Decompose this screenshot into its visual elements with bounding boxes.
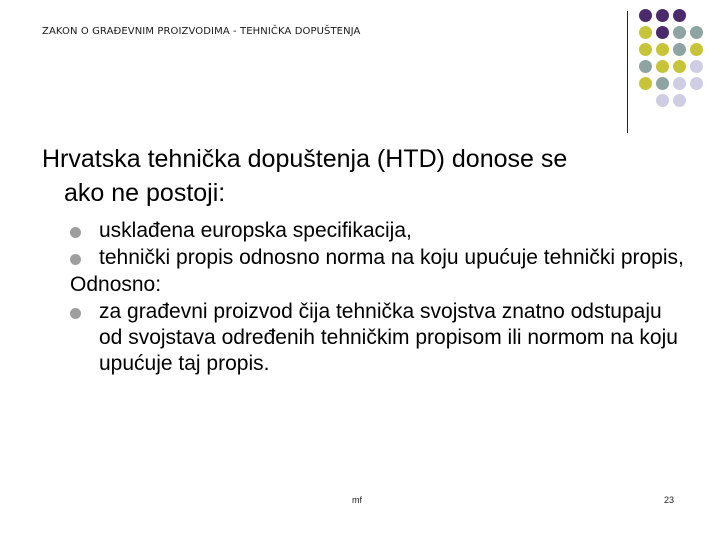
bullet-item <box>70 299 690 377</box>
bullet-item <box>70 218 690 244</box>
bullet-text: usklađena europska specifikacija, <box>99 219 412 242</box>
title-line-1: Hrvatska tehnička dopuštenja (HTD) donose se <box>42 145 568 173</box>
slide-content <box>70 218 690 378</box>
bullet-text: tehnički propis odnosno norma na koju upućuje tehnički propis, <box>99 246 684 269</box>
decorative-dot <box>673 26 686 39</box>
decorative-dot <box>656 9 669 22</box>
decorative-dot <box>656 26 669 39</box>
bullet-item <box>70 245 690 271</box>
decorative-dot <box>673 43 686 56</box>
decorative-dot-grid <box>639 9 709 119</box>
footer-author: mf <box>352 495 362 505</box>
slide-header: ZAKON O GRAĐEVNIM PROIZVODIMA - TEHNIČKA DOPUŠTENJA <box>42 26 361 37</box>
decorative-dot <box>639 60 652 73</box>
title-line-2: ako ne postoji: <box>64 179 226 207</box>
bullet-icon <box>70 227 81 238</box>
decorative-dot <box>690 77 703 90</box>
decorative-dot <box>673 77 686 90</box>
decorative-dot <box>673 94 686 107</box>
decorative-dot <box>639 77 652 90</box>
slide-title <box>42 142 682 210</box>
decorative-dot <box>690 60 703 73</box>
decorative-dot <box>656 94 669 107</box>
decorative-dot <box>673 9 686 22</box>
decorative-dot <box>639 26 652 39</box>
decorative-dot <box>656 60 669 73</box>
bullet-icon <box>70 308 81 319</box>
decorative-dot <box>656 43 669 56</box>
divider-line <box>627 11 628 133</box>
bullet-icon <box>70 254 81 265</box>
decorative-dot <box>673 60 686 73</box>
decorative-dot <box>639 43 652 56</box>
decorative-dot <box>639 9 652 22</box>
decorative-dot <box>690 26 703 39</box>
decorative-dot <box>690 43 703 56</box>
plain-text: Odnosno: <box>70 273 162 296</box>
decorative-dot <box>656 77 669 90</box>
bullet-text: za građevni proizvod čija tehnička svojstva znatno odstupaju od svojstava određenih tehničkim propisom ili normom na koju upućuje taj propis. <box>99 300 678 375</box>
page-number: 23 <box>664 495 675 505</box>
